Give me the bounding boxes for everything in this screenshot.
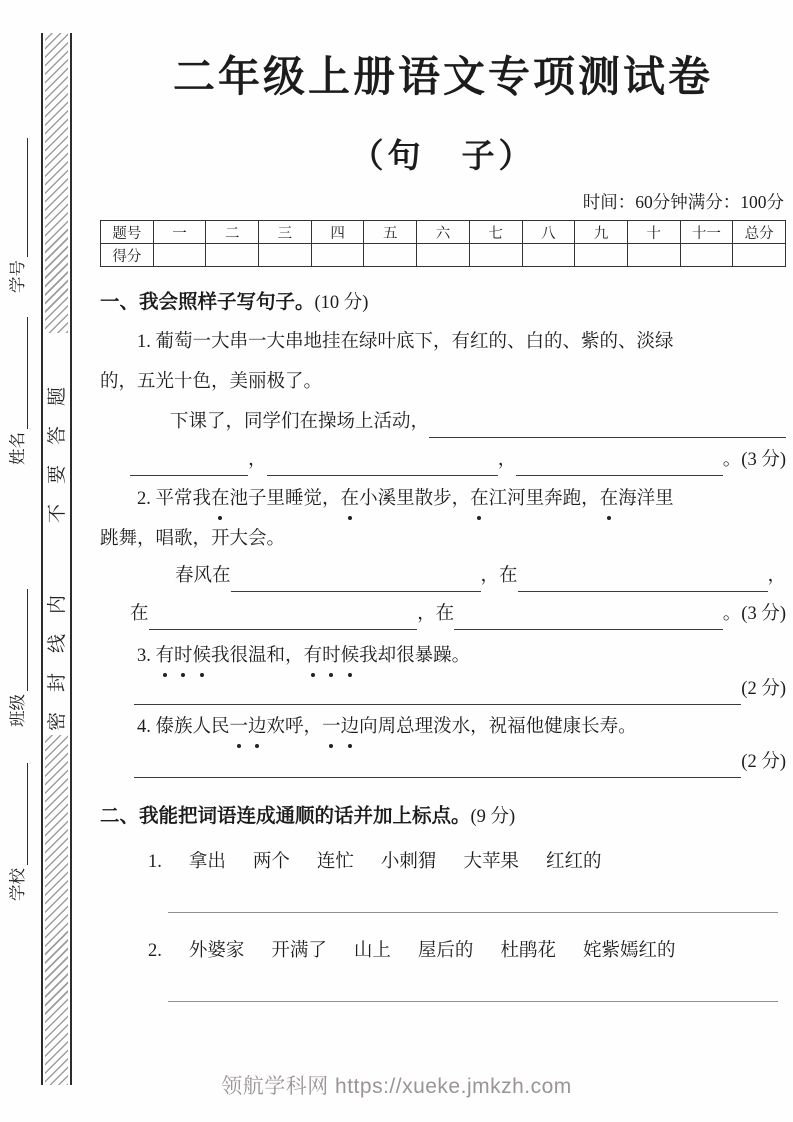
student-id-blank-line — [10, 138, 28, 257]
emphasized-char: 边 — [341, 712, 360, 743]
text-run: 池子里睡觉， — [229, 489, 341, 509]
word-item: 屋后的 — [417, 941, 474, 961]
q1-comma-1: ， — [248, 450, 267, 470]
student-name-label: 姓名 — [8, 432, 27, 465]
emphasized-char: 有 — [304, 641, 323, 672]
q3-score: (2 分) — [741, 679, 786, 699]
paper-subtitle: （句 子） — [350, 139, 536, 175]
q1-answer-blank-4 — [516, 469, 722, 476]
seal-hatch-bottom — [45, 735, 68, 1085]
q2-score: (3 分) — [741, 604, 786, 624]
seal-line-band — [41, 33, 72, 1085]
q2-comma: ， — [767, 566, 787, 586]
score-table-score-cell — [575, 244, 628, 267]
q2-mid-text-1: ，在 — [480, 566, 518, 586]
time-and-score-info: 时间：60分钟满分：100分 — [582, 192, 784, 212]
score-table-score-cell — [522, 244, 575, 267]
section2-heading-text: 二、我能把词语连成通顺的话并加上标点。 — [100, 805, 471, 827]
q1-score: (3 分) — [741, 450, 786, 470]
emphasized-char: 在 — [470, 484, 489, 515]
class-field — [8, 589, 28, 727]
text-run: 欢呼， — [266, 717, 323, 737]
section1-heading — [100, 286, 786, 314]
text-run: 海洋里 — [618, 489, 674, 509]
score-table-header-cell: 一 — [153, 221, 206, 244]
section1-heading-text: 一、我会照样子写句子。 — [100, 291, 315, 313]
score-table-header-cell: 十一 — [680, 221, 733, 244]
score-table-score-cell: 得分 — [101, 244, 154, 267]
q1-prompt-line — [100, 407, 786, 438]
student-name-field — [8, 317, 28, 465]
seal-hatch-top — [45, 33, 68, 333]
emphasized-char: 在 — [211, 484, 230, 515]
score-table-header-row — [101, 221, 786, 244]
q2-line4-lead: 在 — [130, 604, 149, 624]
score-table-score-cell — [364, 244, 417, 267]
score-table-header-cell: 十 — [627, 221, 680, 244]
emphasized-char: 在 — [600, 484, 619, 515]
word-item: 姹紫嫣红的 — [582, 941, 676, 961]
text-run: 4. 傣族人民 — [137, 717, 230, 737]
q1-answer-blank-3 — [267, 469, 498, 476]
section2-heading-score: (9 分) — [470, 807, 516, 827]
score-table-header-cell: 七 — [469, 221, 522, 244]
q1-prompt-text: 下课了，同学们在操场上活动， — [170, 412, 430, 432]
q1-comma-2: ， — [497, 450, 517, 470]
class-label: 班级 — [8, 694, 27, 727]
text-run: 江河里奔跑， — [488, 489, 600, 509]
score-table-header-cell: 九 — [575, 221, 628, 244]
section1-heading-score: (10 分) — [314, 293, 369, 313]
q4-score: (2 分) — [741, 752, 786, 772]
score-table-header-cell: 三 — [259, 221, 312, 244]
score-table-score-cell — [259, 244, 312, 267]
s2-item1-number: 1. — [148, 852, 162, 872]
watermark-footer: 领航学科网 https://xueke.jmkzh.com — [221, 1075, 572, 1098]
q1-answer-blank-1 — [429, 431, 786, 438]
word-item: 杜鹃花 — [500, 941, 556, 961]
seal-warning-part-2: 不要答题 — [47, 366, 68, 523]
score-table-header-cell: 二 — [206, 221, 259, 244]
q1-period: 。 — [722, 450, 742, 470]
text-run: 向周总理泼水，祝福他健康长寿。 — [359, 717, 637, 737]
q2-answer-blank-1 — [231, 585, 481, 592]
score-table-score-cell — [627, 244, 680, 267]
emphasized-char: 在 — [341, 484, 360, 515]
score-table-score-cell — [417, 244, 470, 267]
word-item: 两个 — [252, 852, 290, 872]
emphasized-char: 一 — [322, 712, 341, 743]
score-table — [100, 220, 786, 267]
student-id-field — [8, 138, 28, 293]
emphasized-char: 一 — [230, 712, 249, 743]
word-item: 山上 — [353, 941, 391, 961]
s2-item2-answer-line — [168, 1001, 778, 1002]
q2-blanks-line1 — [100, 561, 786, 592]
score-table-score-cell — [469, 244, 522, 267]
text-run: 3. — [137, 646, 156, 666]
q1-answer-blank-2 — [130, 469, 248, 476]
q2-answer-blank-4 — [454, 623, 723, 630]
q2-blanks-line2 — [100, 599, 786, 630]
score-table-score-cell — [733, 244, 786, 267]
score-table-score-cell — [311, 244, 364, 267]
q1-text-line1: 1. 葡萄一大串一大串地挂在绿叶底下，有红的、白的、紫的、淡绿 — [137, 332, 674, 352]
paper-title: 二年级上册语文专项测试卷 — [172, 55, 713, 101]
word-item: 小刺猬 — [380, 852, 437, 872]
s2-item2-words — [100, 936, 786, 967]
s2-item1-words — [100, 847, 786, 878]
emphasized-char: 候 — [193, 641, 212, 672]
word-item: 开满了 — [271, 941, 327, 961]
q2-answer-blank-3 — [149, 623, 418, 630]
seal-warning-text — [46, 365, 69, 733]
word-item: 拿出 — [188, 852, 226, 872]
word-item: 外婆家 — [188, 941, 245, 961]
q2-answer-blank-2 — [518, 585, 768, 592]
emphasized-char: 时 — [322, 641, 341, 672]
student-id-label: 学号 — [8, 260, 27, 293]
school-blank-line — [10, 763, 28, 865]
word-item: 大苹果 — [463, 852, 519, 872]
score-table-score-cell — [680, 244, 733, 267]
emphasized-char: 时 — [174, 641, 193, 672]
student-name-blank-line — [10, 317, 28, 429]
score-table-header-cell: 八 — [522, 221, 575, 244]
score-table-header-cell: 题号 — [101, 221, 154, 244]
text-run: 我很温和， — [211, 646, 304, 666]
q1-text-line2: 的，五光十色，美丽极了。 — [100, 372, 323, 392]
q4-answer-blank — [134, 771, 741, 778]
score-table-score-cell — [206, 244, 259, 267]
q3-text-line — [100, 641, 786, 672]
emphasized-char: 候 — [341, 641, 360, 672]
q3-answer-blank — [134, 698, 741, 705]
q2-period: 。 — [722, 604, 742, 624]
score-table-header-cell: 四 — [311, 221, 364, 244]
school-label: 学校 — [8, 868, 27, 901]
q4-text-line — [100, 712, 786, 743]
word-item: 红红的 — [545, 852, 602, 872]
score-table-header-cell: 五 — [364, 221, 417, 244]
school-field — [8, 763, 28, 901]
text-run: 小溪里散步， — [359, 489, 471, 509]
score-table-score-row — [101, 244, 786, 267]
q1-blanks-line — [100, 445, 786, 476]
text-run: 2. 平常我 — [137, 489, 212, 509]
score-table-header-cell: 总分 — [733, 221, 786, 244]
score-table-score-cell — [153, 244, 206, 267]
section2-heading — [100, 800, 786, 828]
word-item: 连忙 — [316, 852, 354, 872]
text-run: 我却很暴躁。 — [359, 646, 471, 666]
class-blank-line — [10, 589, 28, 691]
q2-mid-text-2: ，在 — [417, 604, 455, 624]
s2-item1-answer-line — [168, 912, 778, 913]
paper-content — [100, 0, 786, 1002]
q4-answer-line — [100, 747, 786, 778]
q2-text-line2: 跳舞，唱歌，开大会。 — [100, 529, 286, 549]
seal-warning-part-1: 密封线内 — [47, 575, 68, 732]
emphasized-char: 边 — [248, 712, 267, 743]
q2-lead-text: 春风在 — [175, 566, 231, 586]
score-table-header-cell: 六 — [417, 221, 470, 244]
emphasized-char: 有 — [156, 641, 175, 672]
q2-text-line1 — [100, 484, 786, 515]
s2-item2-number: 2. — [148, 941, 162, 961]
q3-answer-line — [100, 674, 786, 705]
